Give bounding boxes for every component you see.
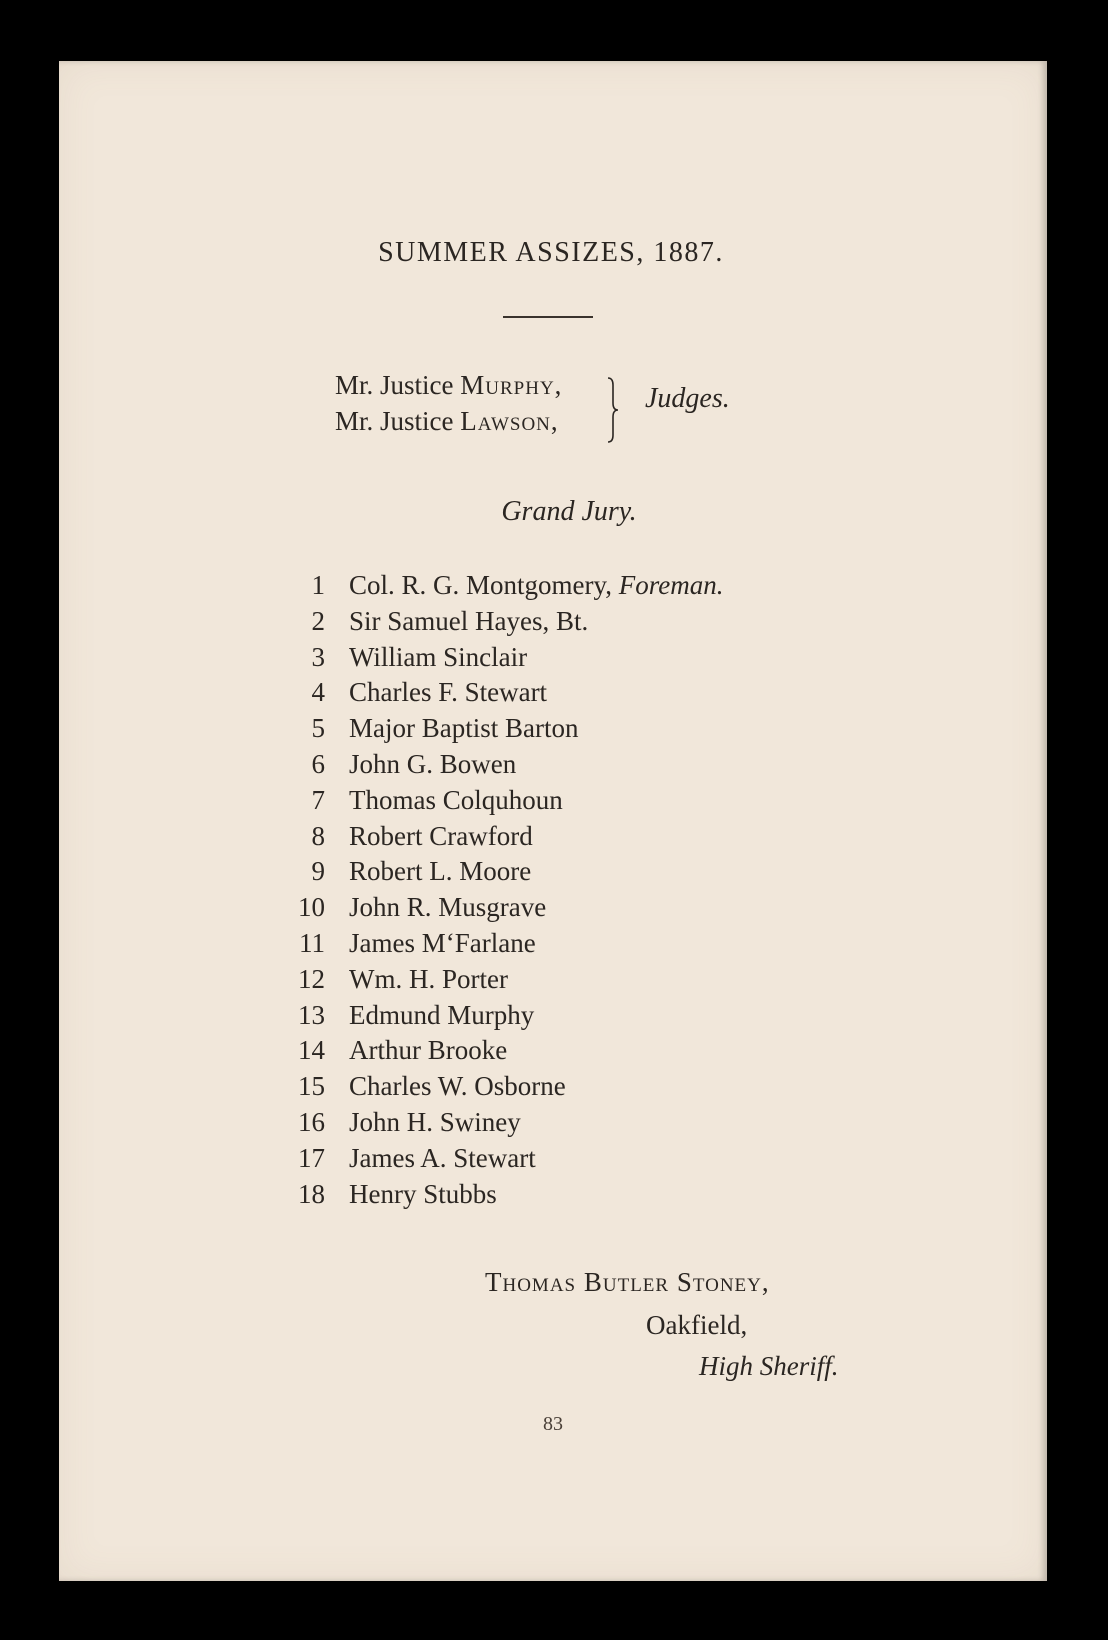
jury-row: [285, 889, 723, 925]
jury-row: [285, 603, 723, 639]
jury-number: 11: [299, 927, 325, 958]
jury-row: [285, 782, 723, 818]
jury-row: [285, 1032, 723, 1068]
jury-number: 16: [298, 1106, 325, 1137]
juror-name: Col. R. G. Montgomery,: [349, 570, 612, 600]
jury-number: 17: [298, 1142, 325, 1173]
jury-row: [285, 674, 723, 710]
page-number: 83: [543, 1413, 563, 1435]
jury-number: 9: [311, 856, 325, 887]
jury-row: [285, 818, 723, 854]
section-title: Grand Jury.: [501, 496, 637, 527]
judges-list: [335, 367, 561, 439]
juror-name: Major Baptist Barton: [349, 713, 579, 744]
jury-row: [285, 746, 723, 782]
juror-name: William Sinclair: [349, 641, 528, 672]
jury-row: [285, 925, 723, 961]
jury-number: 2: [311, 605, 325, 636]
jury-number: 8: [311, 820, 325, 851]
jury-row: [285, 961, 723, 997]
jury-row: [285, 1104, 723, 1140]
juror-name: Wm. H. Porter: [349, 963, 508, 994]
page-title: SUMMER ASSIZES, 1887.: [378, 237, 724, 268]
jury-number: 3: [311, 641, 325, 672]
judge-prefix: Mr. Justice: [335, 370, 454, 400]
jury-row: [285, 639, 723, 675]
juror-name: Henry Stubbs: [349, 1178, 497, 1209]
juror-name: John R. Musgrave: [349, 892, 547, 923]
jury-number: 4: [311, 677, 325, 708]
juror-name: Sir Samuel Hayes, Bt.: [349, 605, 589, 636]
jury-row: [285, 1176, 723, 1212]
juror-name: Robert L. Moore: [349, 856, 532, 887]
sheriff-name: Thomas Butler Stoney,: [485, 1267, 770, 1297]
jury-number: 13: [298, 999, 325, 1030]
judge-name: Murphy: [460, 370, 555, 400]
book-page: [59, 61, 1047, 1581]
jury-row: [285, 1140, 723, 1176]
jury-number: 1: [311, 570, 325, 600]
jury-row: [285, 567, 723, 603]
juror-name: Edmund Murphy: [349, 999, 535, 1030]
jury-number: 10: [298, 892, 325, 923]
jury-number: 15: [298, 1071, 325, 1102]
judge-entry: Mr. Justice Murphy,: [335, 370, 562, 400]
jury-list: [285, 567, 723, 1211]
jury-number: 18: [298, 1178, 325, 1209]
title-rule: [503, 316, 593, 318]
sheriff-seat: Oakfield,: [646, 1310, 748, 1340]
jury-row: [285, 853, 723, 889]
jury-row: [285, 997, 723, 1033]
sheriff-title: High Sheriff.: [699, 1351, 839, 1381]
juror-name: James A. Stewart: [349, 1142, 536, 1173]
judge-entry: Mr. Justice Lawson,: [335, 406, 558, 436]
juror-name: John H. Swiney: [349, 1106, 521, 1137]
juror-name: Charles F. Stewart: [349, 677, 548, 708]
jury-number: 6: [311, 748, 325, 779]
juror-name: Thomas Colquhoun: [349, 784, 563, 815]
juror-name: James M‘Farlane: [349, 927, 536, 958]
judge-name: Lawson: [460, 406, 551, 436]
juror-name: Charles W. Osborne: [349, 1071, 566, 1102]
jury-row: [285, 1068, 723, 1104]
jury-number: 14: [298, 1035, 325, 1066]
brace-icon: [607, 377, 619, 443]
judge-prefix: Mr. Justice: [335, 406, 454, 436]
juror-role: Foreman.: [618, 570, 724, 600]
juror-name: Robert Crawford: [349, 820, 533, 851]
judges-label: Judges.: [645, 383, 730, 414]
jury-number: 7: [311, 784, 325, 815]
juror-name: John G. Bowen: [349, 748, 517, 779]
jury-number: 5: [311, 713, 325, 744]
jury-row: [285, 710, 723, 746]
juror-name: Arthur Brooke: [349, 1035, 508, 1066]
jury-number: 12: [298, 963, 325, 994]
